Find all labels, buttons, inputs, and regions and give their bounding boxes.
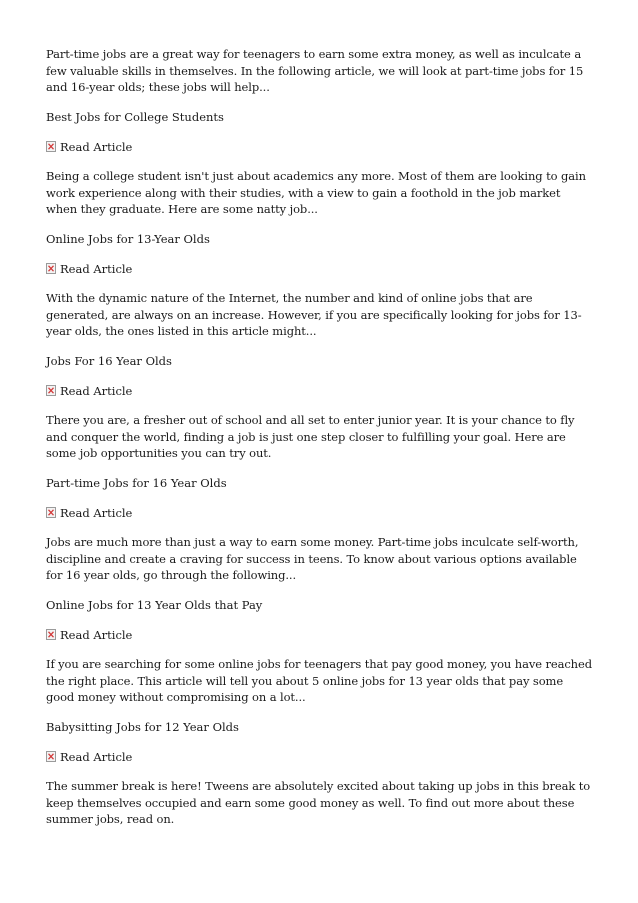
broken-image-icon <box>46 751 56 762</box>
article-summary: The summer break is here! Tweens are absolutely excited about taking up jobs in this break to keep themselves occupied and earn some good money as well. To find out more about these summer jobs, read on. <box>46 779 594 826</box>
article-summary: There you are, a fresher out of school and all set to enter junior year. It is your chance to fly and conquer the world, finding a job is just one step closer to fulfilling your goal. Here are some job opportunities you can try out. <box>46 413 579 460</box>
article-summary: Being a college student isn't just about academics any more. Most of them are looking to gain work experience along with their studies, with a view to gain a foothold in the job market when they graduate. Here are some natty job... <box>46 169 590 216</box>
broken-image-icon <box>46 141 56 152</box>
read-article-label: Read Article <box>60 383 133 398</box>
article-title-link[interactable]: Online Jobs for 13-Year Olds <box>46 231 210 246</box>
article-summary: With the dynamic nature of the Internet, the number and kind of online jobs that are generated, are always on an increase. However, if you are specifically looking for jobs for 13-year olds, the ones listed in this article might... <box>46 291 582 338</box>
read-article-label: Read Article <box>60 505 133 520</box>
read-article-link[interactable] <box>46 382 594 399</box>
read-article-link[interactable] <box>46 626 594 643</box>
broken-image-icon <box>46 263 56 274</box>
broken-image-icon <box>46 507 56 518</box>
article-title-link[interactable]: Babysitting Jobs for 12 Year Olds <box>46 719 239 734</box>
article-summary: If you are searching for some online jobs for teenagers that pay good money, you have reached the right place. This article will tell you about 5 online jobs for 13 year olds that pay some good money without compromising on a lot... <box>46 657 596 704</box>
article-title-link[interactable]: Best Jobs for College Students <box>46 109 224 124</box>
read-article-label: Read Article <box>60 627 133 642</box>
article-summary: Jobs are much more than just a way to earn some money. Part-time jobs inculcate self-worth, discipline and create a craving for success in teens. To know about various options available for 16 year olds, go through the following... <box>46 535 582 582</box>
broken-image-icon <box>46 385 56 396</box>
article-title-link[interactable]: Online Jobs for 13 Year Olds that Pay <box>46 597 263 612</box>
read-article-link[interactable] <box>46 260 594 277</box>
read-article-link[interactable] <box>46 748 594 765</box>
broken-image-icon <box>46 629 56 640</box>
read-article-label: Read Article <box>60 261 133 276</box>
read-article-label: Read Article <box>60 749 133 764</box>
read-article-link[interactable] <box>46 138 594 155</box>
article-page <box>46 46 594 841</box>
read-article-link[interactable] <box>46 504 594 521</box>
read-article-label: Read Article <box>60 139 133 154</box>
article-title-link[interactable]: Part-time Jobs for 16 Year Olds <box>46 475 227 490</box>
intro-paragraph: Part-time jobs are a great way for teenagers to earn some extra money, as well as inculcate a few valuable skills in themselves. In the following article, we will look at part-time jobs for 15 and 16-year olds; these jobs will help... <box>46 47 587 94</box>
article-title-link[interactable]: Jobs For 16 Year Olds <box>46 353 172 368</box>
